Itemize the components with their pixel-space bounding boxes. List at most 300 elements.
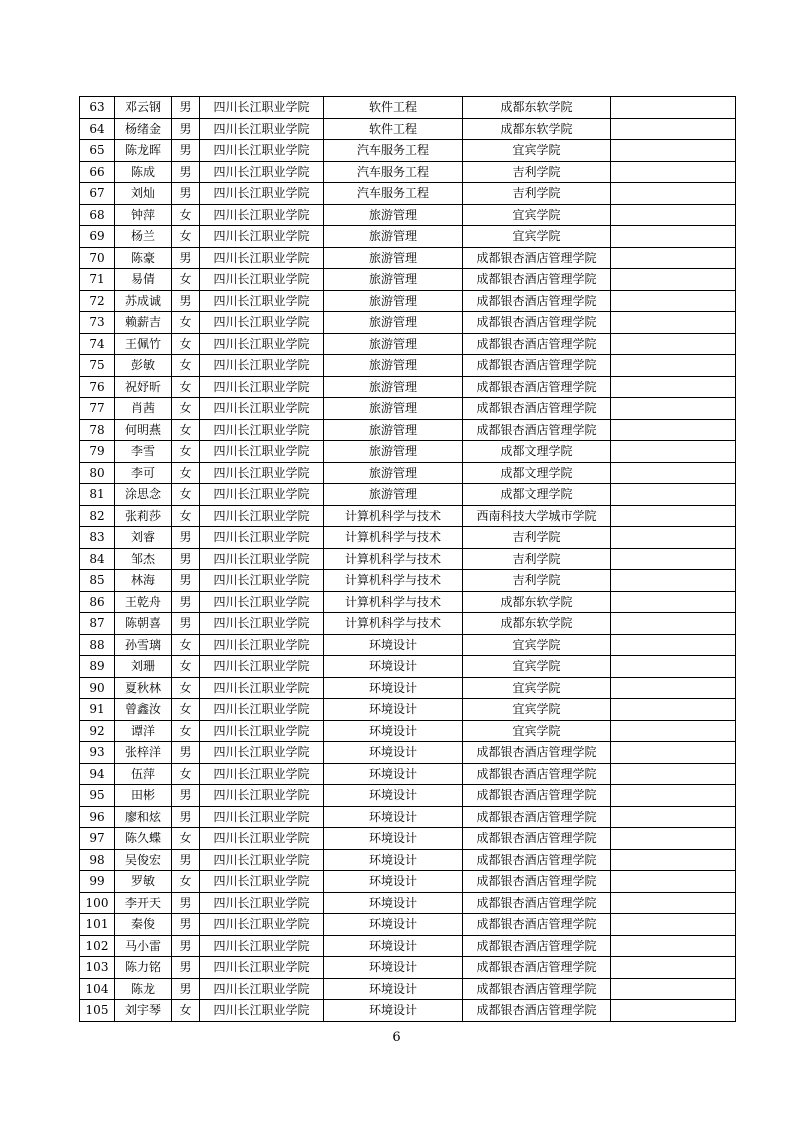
table-row bbox=[80, 1000, 736, 1022]
remarks-cell bbox=[611, 742, 736, 764]
student-name-cell: 李可 bbox=[115, 462, 172, 484]
remarks-cell bbox=[611, 462, 736, 484]
table-row bbox=[80, 763, 736, 785]
target-school-cell: 吉利学院 bbox=[463, 183, 611, 205]
target-school-cell: 成都银杏酒店管理学院 bbox=[463, 957, 611, 979]
major-cell: 计算机科学与技术 bbox=[324, 548, 463, 570]
row-number-cell: 92 bbox=[80, 720, 115, 742]
table-row bbox=[80, 161, 736, 183]
remarks-cell bbox=[611, 527, 736, 549]
row-number-cell: 75 bbox=[80, 355, 115, 377]
page-number: 6 bbox=[392, 1030, 401, 1045]
major-cell: 旅游管理 bbox=[324, 419, 463, 441]
remarks-cell bbox=[611, 785, 736, 807]
table-row bbox=[80, 355, 736, 377]
remarks-cell bbox=[611, 505, 736, 527]
gender-cell: 男 bbox=[172, 613, 200, 635]
major-cell: 旅游管理 bbox=[324, 204, 463, 226]
target-school-cell: 成都银杏酒店管理学院 bbox=[463, 355, 611, 377]
row-number-cell: 70 bbox=[80, 247, 115, 269]
table-row bbox=[80, 957, 736, 979]
origin-school-cell: 四川长江职业学院 bbox=[200, 355, 324, 377]
gender-cell: 男 bbox=[172, 183, 200, 205]
row-number-cell: 88 bbox=[80, 634, 115, 656]
remarks-cell bbox=[611, 97, 736, 119]
remarks-cell bbox=[611, 935, 736, 957]
student-name-cell: 易倩 bbox=[115, 269, 172, 291]
remarks-cell bbox=[611, 806, 736, 828]
table-row bbox=[80, 591, 736, 613]
gender-cell: 男 bbox=[172, 247, 200, 269]
major-cell: 旅游管理 bbox=[324, 290, 463, 312]
origin-school-cell: 四川长江职业学院 bbox=[200, 570, 324, 592]
gender-cell: 男 bbox=[172, 548, 200, 570]
remarks-cell bbox=[611, 441, 736, 463]
remarks-cell bbox=[611, 226, 736, 248]
row-number-cell: 79 bbox=[80, 441, 115, 463]
origin-school-cell: 四川长江职业学院 bbox=[200, 484, 324, 506]
row-number-cell: 93 bbox=[80, 742, 115, 764]
student-name-cell: 陈龙 bbox=[115, 978, 172, 1000]
gender-cell: 男 bbox=[172, 527, 200, 549]
gender-cell: 女 bbox=[172, 204, 200, 226]
target-school-cell: 宜宾学院 bbox=[463, 204, 611, 226]
major-cell: 环境设计 bbox=[324, 828, 463, 850]
gender-cell: 男 bbox=[172, 161, 200, 183]
origin-school-cell: 四川长江职业学院 bbox=[200, 333, 324, 355]
origin-school-cell: 四川长江职业学院 bbox=[200, 204, 324, 226]
student-name-cell: 涂思念 bbox=[115, 484, 172, 506]
remarks-cell bbox=[611, 355, 736, 377]
row-number-cell: 94 bbox=[80, 763, 115, 785]
major-cell: 旅游管理 bbox=[324, 269, 463, 291]
remarks-cell bbox=[611, 1000, 736, 1022]
target-school-cell: 宜宾学院 bbox=[463, 699, 611, 721]
origin-school-cell: 四川长江职业学院 bbox=[200, 763, 324, 785]
table-row bbox=[80, 118, 736, 140]
origin-school-cell: 四川长江职业学院 bbox=[200, 376, 324, 398]
student-name-cell: 刘灿 bbox=[115, 183, 172, 205]
row-number-cell: 78 bbox=[80, 419, 115, 441]
origin-school-cell: 四川长江职业学院 bbox=[200, 806, 324, 828]
table-row bbox=[80, 247, 736, 269]
remarks-cell bbox=[611, 591, 736, 613]
table-body bbox=[80, 97, 736, 1022]
row-number-cell: 65 bbox=[80, 140, 115, 162]
table-row bbox=[80, 871, 736, 893]
student-name-cell: 秦俊 bbox=[115, 914, 172, 936]
table-row bbox=[80, 312, 736, 334]
student-name-cell: 陈力铭 bbox=[115, 957, 172, 979]
target-school-cell: 成都银杏酒店管理学院 bbox=[463, 1000, 611, 1022]
table-row bbox=[80, 548, 736, 570]
row-number-cell: 86 bbox=[80, 591, 115, 613]
origin-school-cell: 四川长江职业学院 bbox=[200, 183, 324, 205]
target-school-cell: 吉利学院 bbox=[463, 527, 611, 549]
remarks-cell bbox=[611, 957, 736, 979]
row-number-cell: 99 bbox=[80, 871, 115, 893]
target-school-cell: 成都银杏酒店管理学院 bbox=[463, 269, 611, 291]
student-name-cell: 林海 bbox=[115, 570, 172, 592]
origin-school-cell: 四川长江职业学院 bbox=[200, 290, 324, 312]
gender-cell: 男 bbox=[172, 957, 200, 979]
table-row bbox=[80, 849, 736, 871]
student-table bbox=[79, 96, 736, 1022]
major-cell: 计算机科学与技术 bbox=[324, 591, 463, 613]
remarks-cell bbox=[611, 828, 736, 850]
origin-school-cell: 四川长江职业学院 bbox=[200, 720, 324, 742]
origin-school-cell: 四川长江职业学院 bbox=[200, 161, 324, 183]
gender-cell: 男 bbox=[172, 118, 200, 140]
student-name-cell: 彭敏 bbox=[115, 355, 172, 377]
gender-cell: 女 bbox=[172, 462, 200, 484]
major-cell: 软件工程 bbox=[324, 118, 463, 140]
origin-school-cell: 四川长江职业学院 bbox=[200, 656, 324, 678]
target-school-cell: 成都银杏酒店管理学院 bbox=[463, 419, 611, 441]
student-name-cell: 何明燕 bbox=[115, 419, 172, 441]
student-name-cell: 李雪 bbox=[115, 441, 172, 463]
origin-school-cell: 四川长江职业学院 bbox=[200, 247, 324, 269]
table-row bbox=[80, 462, 736, 484]
row-number-cell: 83 bbox=[80, 527, 115, 549]
origin-school-cell: 四川长江职业学院 bbox=[200, 505, 324, 527]
origin-school-cell: 四川长江职业学院 bbox=[200, 613, 324, 635]
major-cell: 计算机科学与技术 bbox=[324, 505, 463, 527]
student-name-cell: 吴俊宏 bbox=[115, 849, 172, 871]
target-school-cell: 成都银杏酒店管理学院 bbox=[463, 892, 611, 914]
gender-cell: 女 bbox=[172, 1000, 200, 1022]
student-name-cell: 陈豪 bbox=[115, 247, 172, 269]
student-name-cell: 杨兰 bbox=[115, 226, 172, 248]
origin-school-cell: 四川长江职业学院 bbox=[200, 935, 324, 957]
table-row bbox=[80, 914, 736, 936]
row-number-cell: 103 bbox=[80, 957, 115, 979]
remarks-cell bbox=[611, 140, 736, 162]
target-school-cell: 成都银杏酒店管理学院 bbox=[463, 376, 611, 398]
remarks-cell bbox=[611, 484, 736, 506]
origin-school-cell: 四川长江职业学院 bbox=[200, 957, 324, 979]
target-school-cell: 宜宾学院 bbox=[463, 677, 611, 699]
major-cell: 环境设计 bbox=[324, 763, 463, 785]
target-school-cell: 成都银杏酒店管理学院 bbox=[463, 312, 611, 334]
major-cell: 环境设计 bbox=[324, 806, 463, 828]
major-cell: 汽车服务工程 bbox=[324, 161, 463, 183]
target-school-cell: 宜宾学院 bbox=[463, 720, 611, 742]
student-name-cell: 刘珊 bbox=[115, 656, 172, 678]
origin-school-cell: 四川长江职业学院 bbox=[200, 548, 324, 570]
origin-school-cell: 四川长江职业学院 bbox=[200, 118, 324, 140]
table-row bbox=[80, 699, 736, 721]
major-cell: 环境设计 bbox=[324, 914, 463, 936]
origin-school-cell: 四川长江职业学院 bbox=[200, 892, 324, 914]
major-cell: 汽车服务工程 bbox=[324, 140, 463, 162]
major-cell: 环境设计 bbox=[324, 656, 463, 678]
origin-school-cell: 四川长江职业学院 bbox=[200, 591, 324, 613]
student-name-cell: 肖茜 bbox=[115, 398, 172, 420]
gender-cell: 女 bbox=[172, 656, 200, 678]
row-number-cell: 76 bbox=[80, 376, 115, 398]
student-name-cell: 伍萍 bbox=[115, 763, 172, 785]
gender-cell: 女 bbox=[172, 871, 200, 893]
major-cell: 环境设计 bbox=[324, 935, 463, 957]
table-row bbox=[80, 484, 736, 506]
gender-cell: 男 bbox=[172, 892, 200, 914]
origin-school-cell: 四川长江职业学院 bbox=[200, 677, 324, 699]
table-row bbox=[80, 398, 736, 420]
row-number-cell: 80 bbox=[80, 462, 115, 484]
remarks-cell bbox=[611, 763, 736, 785]
major-cell: 环境设计 bbox=[324, 742, 463, 764]
target-school-cell: 成都银杏酒店管理学院 bbox=[463, 290, 611, 312]
gender-cell: 男 bbox=[172, 785, 200, 807]
table-row bbox=[80, 677, 736, 699]
student-name-cell: 张梓洋 bbox=[115, 742, 172, 764]
major-cell: 环境设计 bbox=[324, 699, 463, 721]
target-school-cell: 成都银杏酒店管理学院 bbox=[463, 763, 611, 785]
gender-cell: 男 bbox=[172, 935, 200, 957]
target-school-cell: 成都东软学院 bbox=[463, 97, 611, 119]
target-school-cell: 成都银杏酒店管理学院 bbox=[463, 785, 611, 807]
row-number-cell: 90 bbox=[80, 677, 115, 699]
gender-cell: 男 bbox=[172, 97, 200, 119]
row-number-cell: 89 bbox=[80, 656, 115, 678]
origin-school-cell: 四川长江职业学院 bbox=[200, 419, 324, 441]
table-row bbox=[80, 892, 736, 914]
student-name-cell: 钟萍 bbox=[115, 204, 172, 226]
table-row bbox=[80, 656, 736, 678]
origin-school-cell: 四川长江职业学院 bbox=[200, 828, 324, 850]
row-number-cell: 63 bbox=[80, 97, 115, 119]
student-name-cell: 祝妤昕 bbox=[115, 376, 172, 398]
table-row bbox=[80, 204, 736, 226]
row-number-cell: 71 bbox=[80, 269, 115, 291]
row-number-cell: 66 bbox=[80, 161, 115, 183]
row-number-cell: 98 bbox=[80, 849, 115, 871]
gender-cell: 女 bbox=[172, 677, 200, 699]
origin-school-cell: 四川长江职业学院 bbox=[200, 97, 324, 119]
table-row bbox=[80, 527, 736, 549]
origin-school-cell: 四川长江职业学院 bbox=[200, 871, 324, 893]
student-name-cell: 刘宇琴 bbox=[115, 1000, 172, 1022]
origin-school-cell: 四川长江职业学院 bbox=[200, 634, 324, 656]
gender-cell: 男 bbox=[172, 914, 200, 936]
gender-cell: 女 bbox=[172, 720, 200, 742]
row-number-cell: 81 bbox=[80, 484, 115, 506]
student-name-cell: 王乾舟 bbox=[115, 591, 172, 613]
major-cell: 旅游管理 bbox=[324, 247, 463, 269]
gender-cell: 男 bbox=[172, 806, 200, 828]
student-name-cell: 夏秋林 bbox=[115, 677, 172, 699]
table-row bbox=[80, 333, 736, 355]
student-name-cell: 赖薪吉 bbox=[115, 312, 172, 334]
row-number-cell: 68 bbox=[80, 204, 115, 226]
row-number-cell: 84 bbox=[80, 548, 115, 570]
remarks-cell bbox=[611, 914, 736, 936]
origin-school-cell: 四川长江职业学院 bbox=[200, 785, 324, 807]
row-number-cell: 101 bbox=[80, 914, 115, 936]
table-row bbox=[80, 935, 736, 957]
gender-cell: 女 bbox=[172, 505, 200, 527]
remarks-cell bbox=[611, 376, 736, 398]
gender-cell: 男 bbox=[172, 591, 200, 613]
gender-cell: 女 bbox=[172, 333, 200, 355]
gender-cell: 女 bbox=[172, 269, 200, 291]
remarks-cell bbox=[611, 290, 736, 312]
major-cell: 旅游管理 bbox=[324, 226, 463, 248]
origin-school-cell: 四川长江职业学院 bbox=[200, 441, 324, 463]
major-cell: 旅游管理 bbox=[324, 376, 463, 398]
table-row bbox=[80, 419, 736, 441]
gender-cell: 男 bbox=[172, 570, 200, 592]
student-name-cell: 李开天 bbox=[115, 892, 172, 914]
table-row bbox=[80, 828, 736, 850]
student-name-cell: 陈朝喜 bbox=[115, 613, 172, 635]
remarks-cell bbox=[611, 548, 736, 570]
gender-cell: 女 bbox=[172, 419, 200, 441]
row-number-cell: 82 bbox=[80, 505, 115, 527]
table-row bbox=[80, 505, 736, 527]
origin-school-cell: 四川长江职业学院 bbox=[200, 699, 324, 721]
gender-cell: 女 bbox=[172, 699, 200, 721]
row-number-cell: 97 bbox=[80, 828, 115, 850]
remarks-cell bbox=[611, 871, 736, 893]
remarks-cell bbox=[611, 398, 736, 420]
gender-cell: 女 bbox=[172, 398, 200, 420]
gender-cell: 女 bbox=[172, 312, 200, 334]
gender-cell: 女 bbox=[172, 376, 200, 398]
row-number-cell: 102 bbox=[80, 935, 115, 957]
target-school-cell: 成都文理学院 bbox=[463, 441, 611, 463]
remarks-cell bbox=[611, 118, 736, 140]
target-school-cell: 成都东软学院 bbox=[463, 613, 611, 635]
major-cell: 环境设计 bbox=[324, 957, 463, 979]
major-cell: 环境设计 bbox=[324, 634, 463, 656]
table-row bbox=[80, 785, 736, 807]
target-school-cell: 宜宾学院 bbox=[463, 634, 611, 656]
row-number-cell: 91 bbox=[80, 699, 115, 721]
row-number-cell: 100 bbox=[80, 892, 115, 914]
table-row bbox=[80, 226, 736, 248]
gender-cell: 女 bbox=[172, 763, 200, 785]
major-cell: 环境设计 bbox=[324, 1000, 463, 1022]
remarks-cell bbox=[611, 849, 736, 871]
origin-school-cell: 四川长江职业学院 bbox=[200, 462, 324, 484]
major-cell: 计算机科学与技术 bbox=[324, 570, 463, 592]
student-name-cell: 邹杰 bbox=[115, 548, 172, 570]
target-school-cell: 成都银杏酒店管理学院 bbox=[463, 742, 611, 764]
origin-school-cell: 四川长江职业学院 bbox=[200, 849, 324, 871]
gender-cell: 男 bbox=[172, 140, 200, 162]
student-name-cell: 王佩竹 bbox=[115, 333, 172, 355]
row-number-cell: 85 bbox=[80, 570, 115, 592]
row-number-cell: 73 bbox=[80, 312, 115, 334]
target-school-cell: 成都东软学院 bbox=[463, 118, 611, 140]
origin-school-cell: 四川长江职业学院 bbox=[200, 742, 324, 764]
origin-school-cell: 四川长江职业学院 bbox=[200, 914, 324, 936]
table-row bbox=[80, 140, 736, 162]
remarks-cell bbox=[611, 183, 736, 205]
target-school-cell: 吉利学院 bbox=[463, 548, 611, 570]
row-number-cell: 96 bbox=[80, 806, 115, 828]
target-school-cell: 成都银杏酒店管理学院 bbox=[463, 828, 611, 850]
major-cell: 汽车服务工程 bbox=[324, 183, 463, 205]
target-school-cell: 成都银杏酒店管理学院 bbox=[463, 935, 611, 957]
table-row bbox=[80, 742, 736, 764]
student-name-cell: 罗敏 bbox=[115, 871, 172, 893]
major-cell: 环境设计 bbox=[324, 785, 463, 807]
table-row bbox=[80, 634, 736, 656]
origin-school-cell: 四川长江职业学院 bbox=[200, 140, 324, 162]
student-name-cell: 马小雷 bbox=[115, 935, 172, 957]
gender-cell: 女 bbox=[172, 484, 200, 506]
target-school-cell: 成都银杏酒店管理学院 bbox=[463, 978, 611, 1000]
remarks-cell bbox=[611, 419, 736, 441]
row-number-cell: 95 bbox=[80, 785, 115, 807]
major-cell: 旅游管理 bbox=[324, 484, 463, 506]
major-cell: 旅游管理 bbox=[324, 355, 463, 377]
student-name-cell: 苏成诚 bbox=[115, 290, 172, 312]
target-school-cell: 成都银杏酒店管理学院 bbox=[463, 806, 611, 828]
remarks-cell bbox=[611, 634, 736, 656]
student-name-cell: 谭洋 bbox=[115, 720, 172, 742]
remarks-cell bbox=[611, 978, 736, 1000]
gender-cell: 男 bbox=[172, 849, 200, 871]
origin-school-cell: 四川长江职业学院 bbox=[200, 226, 324, 248]
table-row bbox=[80, 97, 736, 119]
student-name-cell: 廖和炫 bbox=[115, 806, 172, 828]
target-school-cell: 吉利学院 bbox=[463, 570, 611, 592]
student-name-cell: 张莉莎 bbox=[115, 505, 172, 527]
remarks-cell bbox=[611, 247, 736, 269]
major-cell: 环境设计 bbox=[324, 978, 463, 1000]
gender-cell: 女 bbox=[172, 441, 200, 463]
gender-cell: 女 bbox=[172, 828, 200, 850]
origin-school-cell: 四川长江职业学院 bbox=[200, 312, 324, 334]
table-row bbox=[80, 613, 736, 635]
major-cell: 旅游管理 bbox=[324, 441, 463, 463]
target-school-cell: 宜宾学院 bbox=[463, 226, 611, 248]
target-school-cell: 成都银杏酒店管理学院 bbox=[463, 333, 611, 355]
gender-cell: 女 bbox=[172, 355, 200, 377]
table-row bbox=[80, 441, 736, 463]
table-row bbox=[80, 290, 736, 312]
remarks-cell bbox=[611, 204, 736, 226]
gender-cell: 女 bbox=[172, 634, 200, 656]
gender-cell: 男 bbox=[172, 978, 200, 1000]
row-number-cell: 64 bbox=[80, 118, 115, 140]
target-school-cell: 成都银杏酒店管理学院 bbox=[463, 398, 611, 420]
remarks-cell bbox=[611, 570, 736, 592]
row-number-cell: 72 bbox=[80, 290, 115, 312]
table-row bbox=[80, 978, 736, 1000]
origin-school-cell: 四川长江职业学院 bbox=[200, 527, 324, 549]
student-name-cell: 曾鑫汝 bbox=[115, 699, 172, 721]
target-school-cell: 吉利学院 bbox=[463, 161, 611, 183]
table-row bbox=[80, 269, 736, 291]
origin-school-cell: 四川长江职业学院 bbox=[200, 269, 324, 291]
student-name-cell: 田彬 bbox=[115, 785, 172, 807]
row-number-cell: 87 bbox=[80, 613, 115, 635]
student-name-cell: 陈久蝶 bbox=[115, 828, 172, 850]
student-name-cell: 陈龙晖 bbox=[115, 140, 172, 162]
origin-school-cell: 四川长江职业学院 bbox=[200, 398, 324, 420]
major-cell: 环境设计 bbox=[324, 720, 463, 742]
major-cell: 环境设计 bbox=[324, 871, 463, 893]
table-row bbox=[80, 570, 736, 592]
major-cell: 环境设计 bbox=[324, 892, 463, 914]
target-school-cell: 西南科技大学城市学院 bbox=[463, 505, 611, 527]
remarks-cell bbox=[611, 161, 736, 183]
